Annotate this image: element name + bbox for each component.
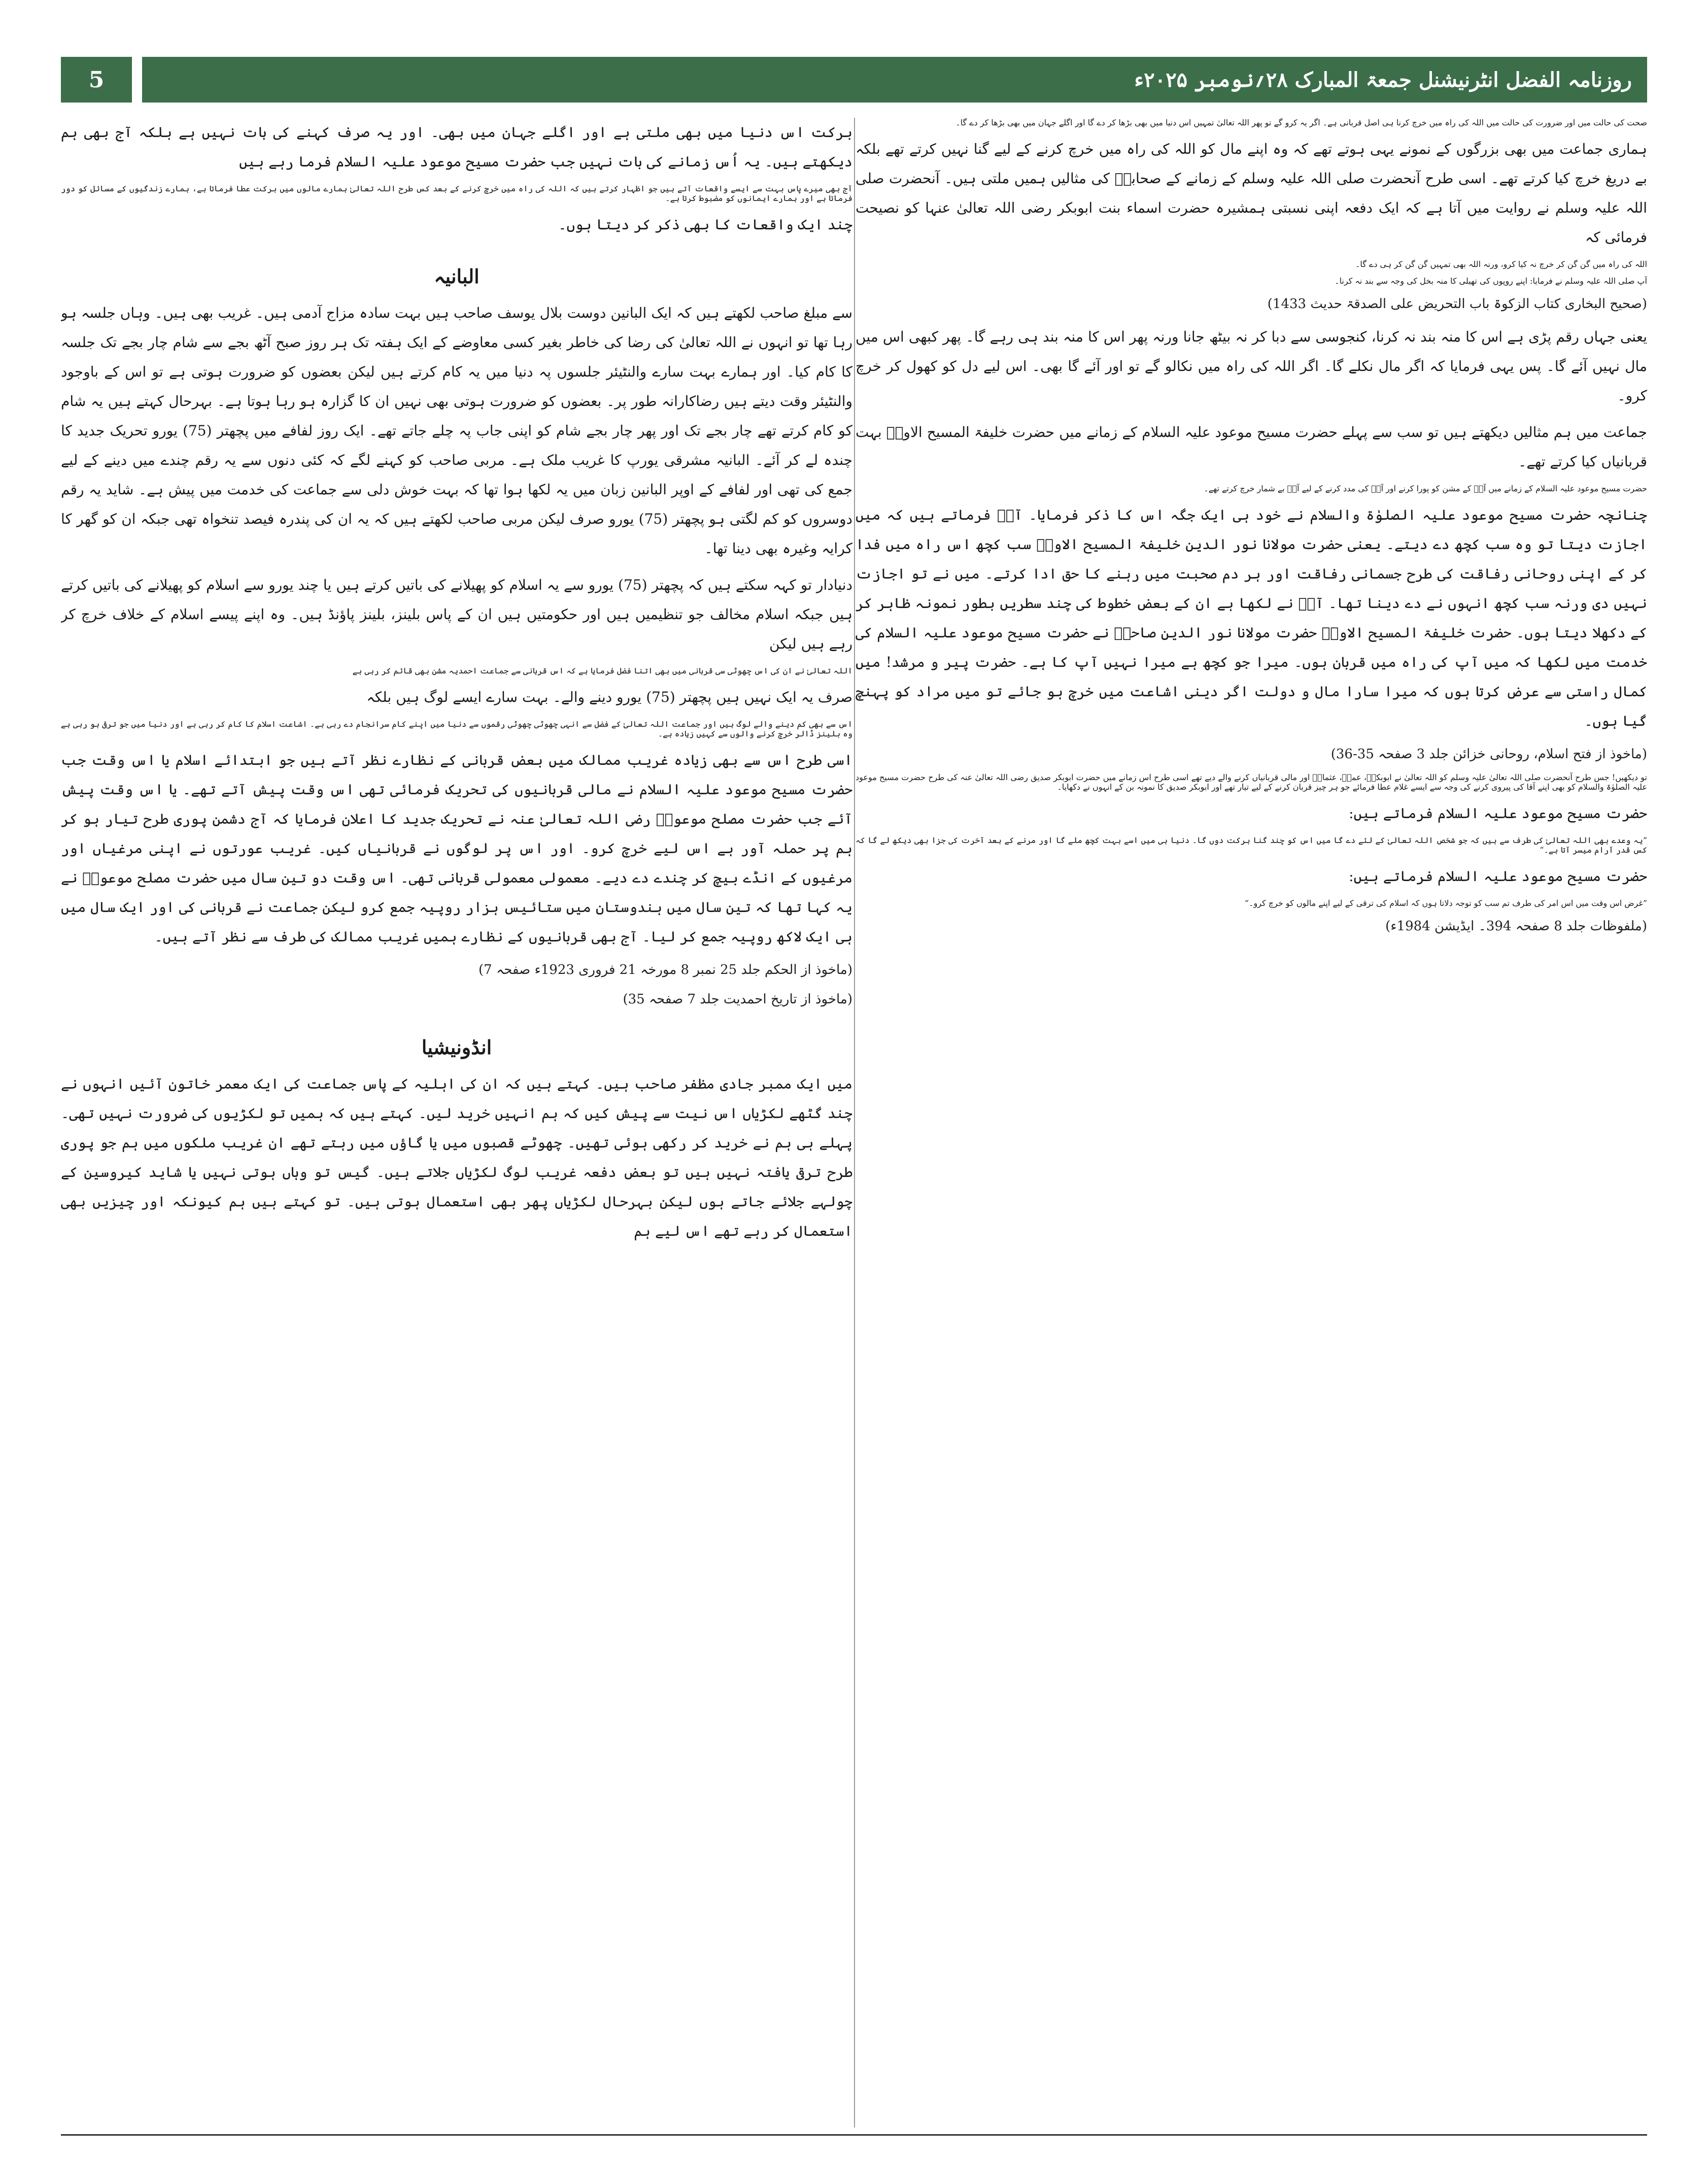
left-column-section-12: انڈونیشیا bbox=[421, 1036, 492, 1059]
left-column-body-5: دنیادار تو کہہ سکتے ہیں کہ پچھتر (75) یورو سے یہ اسلام کو پھیلانے کی باتیں کرتے ہیں یا چند یورو سے اسلام کو پھیلانے کی باتیں کرتے ہیں جبکہ اسلام مخالف جو تنظیمیں ہیں اور حکومتیں ہیں ان کے پاس بلینز، بلینز پاؤنڈ ہیں۔ وہ اپنے پیسے اسلام کے خلاف خرچ کر رہے ہیں لیکن bbox=[61, 577, 852, 652]
left-column-ref-11: (ماخوذ از تاریخ احمدیت جلد 7 صفحہ 35) bbox=[623, 992, 852, 1007]
left-column-body-4: سے مبلغ صاحب لکھتے ہیں کہ ایک البانین دوست بلال یوسف صاحب ہیں بہت سادہ مزاج آدمی ہیں۔ غریب بھی ہیں۔ وہاں جلسہ ہو رہا تھا تو انہوں نے اللہ تعالیٰ کی رضا کی خاطر بغیر کسی معاوضے کے ایک ہفتہ تک ہر روز صبح آٹھ بجے سے شام چار بجے تک جلسہ کا کام کیا۔ اور ہمارے بہت سارے والنٹیئر جلسوں پہ دنیا میں یہ کام کرتے ہیں لیکن بعضوں کو ضرورت ہوتی ہے تو اس کے باوجود والنٹیئر وقت دیتے ہیں رضاکارانہ طور پر۔ بعضوں کو ضرورت ہوتی بھی نہیں ان کا گزارہ ہو رہا ہوتا ہے۔ بہرحال کہتے ہیں یہ شام کو کام کرتے تھے چار بجے تک اور پھر چار بجے شام کو اپنی جاب پہ چلے جاتے تھے۔ ایک روز لفافے میں پچھتر (75) یورو تحریک جدید کا چندہ لے کر آئے۔ البانیہ مشرقی یورپ کا غریب ملک ہے۔ مربی صاحب کو کہنے لگے کہ کئی دنوں سے یہ رقم چندے میں دینے کے لیے جمع کی تھی اور لفافے کے اوپر البانین زبان میں یہ لکھا ہوا تھا کہ بہت خوش دلی سے جماعت کی خدمت میں پیش ہے۔ شاید یہ رقم دوسروں کو کم لگتی ہو پچھتر (75) یورو صرف لیکن مربی صاحب لکھتے ہیں کہ یہ ان کی پندرہ فیصد تنخواہ تھی جبکہ ان کو گھر کا کرایہ وغیرہ بھی دینا تھا۔ bbox=[61, 305, 852, 557]
right-column-ref-15: (ملفوظات جلد 8 صفحہ 394۔ ایڈیشن 1984ء) bbox=[1385, 919, 1647, 934]
left-column-heading-6: اللہ تعالیٰ نے ان کی اس چھوٹی سی قربانی میں بھی اتنا فضل فرمایا ہے کہ اس قربانی سے جماعت احمدیہ مشن بھی قائم کر رہی ہے bbox=[352, 666, 852, 676]
right-column-heading-0: صحت کی حالت میں اور ضرورت کی حالت میں اللہ کی راہ میں خرچ کرنا ہی اصل قربانی ہے۔ اگر یہ کرو گے تو پھر اللہ تعالیٰ تمہیں اس دنیا میں بھی بڑھا کر دے گا اور اگلے جہان میں بھی بڑھا کر دے گا۔ bbox=[955, 118, 1647, 127]
right-column-ref-4: (صحیح البخاری کتاب الزکوۃ باب التحریض علی الصدقۃ حدیث 1433) bbox=[1267, 296, 1647, 312]
left-column-heading-1: آج بھی میرے پاس بہت سے ایسے واقعات آتے ہیں جو اظہار کرتے ہیں کہ اللہ کی راہ میں خرچ کرنے کے بعد کس طرح اللہ تعالیٰ ہمارے مالوں میں برکت عطا فرماتا ہے، ہمارے زندگیوں کے مسائل کو دور فرماتا ہے اور ہمارے ایمانوں کو مضبوط کرتا ہے۔ bbox=[61, 184, 852, 203]
newspaper-title: روزنامہ الفضل انٹرنیشنل جمعۃ المبارک ۲۸؍نومبر ۲۰۲۵ء bbox=[142, 57, 1647, 103]
masthead-bar bbox=[61, 57, 1647, 103]
right-column-heading-2: اللہ کی راہ میں گن گن کر خرچ نہ کیا کرو، ورنہ اللہ بھی تمہیں گن گن کر ہی دے گا۔ bbox=[1355, 259, 1647, 269]
left-column-ref-10: (ماخوذ از الحکم جلد 25 نمبر 8 مورخہ 21 فروری 1923ء صفحہ 7) bbox=[479, 962, 852, 977]
right-column-heading-12: ”یہ وعدے بھی اللہ تعالیٰ کی طرف سے ہیں کہ جو شخص اللہ تعالیٰ کے لئے دے گا میں اس کو چند گنا برکت دوں گا۔ دنیا ہی میں اسے بہت کچھ ملے گا اور مرنے کے بعد آخرت کی جزا بھی دیکھ لے گا کہ کس قدر آرام میسر آتا ہے۔“ bbox=[856, 835, 1647, 855]
column-divider bbox=[854, 118, 855, 2128]
right-column-intro-13: حضرت مسیح موعود علیہ السلام فرماتے ہیں: bbox=[1349, 868, 1647, 885]
right-column-ref-9: (ماخوذ از فتح اسلام، روحانی خزائن جلد 3 صفحہ 35-36) bbox=[1330, 747, 1647, 762]
left-column-body-7: صرف یہ ایک نہیں ہیں پچھتر (75) یورو دینے والے۔ بہت سارے ایسے لوگ ہیں بلکہ bbox=[366, 689, 852, 705]
left-column-body-13: میں ایک ممبر جادی مظفر صاحب ہیں۔ کہتے ہیں کہ ان کی اہلیہ کے پاس جماعت کی ایک معمر خاتون آئیں انہوں نے چند گٹھے لکڑیاں اس نیت سے پیش کیں کہ ہم انہیں خرید لیں۔ کہتے ہیں کہ ہمیں تو لکڑیوں کی ضرورت نہیں تھی۔ پہلے ہی ہم نے خرید کر رکھی ہوئی تھیں۔ چھوٹے قصبوں میں یا گاؤں میں رہتے تھے ان غریب ملکوں میں ہم جو پوری طرح ترقی یافتہ نہیں ہیں تو بعض دفعہ غریب لوگ لکڑیاں جلاتے ہیں۔ گیس تو وہاں ہوتی نہیں یا شاید کیروسین کے چولہے جلائے جاتے ہوں لیکن بہرحال لکڑیاں پھر بھی استعمال ہوتی ہیں۔ تو کہتے ہیں ہم کیونکہ اور چیزیں بھی استعمال کر رہے تھے اس لیے ہم bbox=[61, 1075, 852, 1239]
left-column-body-9: اسی طرح اس سے بھی زیادہ غریب ممالک میں بعض قربانی کے نظارے نظر آتے ہیں جو ابتدائے اسلام یا اس وقت جب حضرت مسیح موعود علیہ السلام نے مالی قربانیوں کی تحریک فرمائی تھی اس وقت پیش آتے تھے۔ یا اس وقت پیش آئے جب حضرت مصلح موعودؓ رضی اللہ تعالیٰ عنہ نے تحریک جدید کا اعلان فرمایا کہ آج دشمن پوری طرح تیار ہو کر ہم پر حملہ آور ہے اس لیے خرچ کرو۔ اور اس پر لوگوں نے قربانیاں کیں۔ غریب عورتوں نے اپنی مرغیاں اور مرغیوں کے انڈے بیچ کر چندے دے دیے۔ معمولی معمولی قربانی تھی۔ اس وقت دو تین سال میں حضرت مصلح موعودؓ نے یہ کہا تھا کہ تین سال میں ہندوستان میں ستائیس ہزار روپیہ جمع کرو لیکن جماعت نے قربانی کی اور ایک سال میں ہی ایک لاکھ روپیہ جمع کر لیا۔ آج بھی قربانیوں کے نظارے ہمیں غریب ممالک کی طرف سے نظر آتے ہیں۔ bbox=[61, 752, 852, 945]
right-column-body-6: جماعت میں ہم مثالیں دیکھتے ہیں تو سب سے پہلے حضرت مسیح موعود علیہ السلام کے زمانے میں حضرت خلیفۃ المسیح الاولؓ بہت قربانیاں کیا کرتے تھے۔ bbox=[856, 424, 1647, 470]
left-column-section-3: البانیہ bbox=[434, 265, 480, 288]
right-column-body-8: چنانچہ حضرت مسیح موعود علیہ الصلوٰۃ والسلام نے خود ہی ایک جگہ اس کا ذکر فرمایا۔ آپؑ فرماتے ہیں کہ میں اجازت دیتا تو وہ سب کچھ دے دیتے۔ یعنی حضرت مولانا نور الدین خلیفۃ المسیح الاولؓ سب کچھ اس راہ میں فدا کر کے اپنی روحانی رفاقت کی طرح جسمانی رفاقت اور ہر دم صحبت میں رہنے کا حق ادا کرتے۔ میں نے تو اجازت نہیں دی ورنہ سب کچھ انہوں نے دے دینا تھا۔ آپؑ نے لکھا ہے ان کے بعض خطوط کی چند سطریں بطور نمونہ ظاہر کر کے دکھلا دیتا ہوں۔ حضرت خلیفۃ المسیح الاولؓ حضرت مولانا نور الدین صاحبؓ نے حضرت مسیح موعود علیہ السلام کی خدمت میں لکھا کہ میں آپ کی راہ میں قربان ہوں۔ میرا جو کچھ ہے میرا نہیں آپ کا ہے۔ حضرت پیر و مرشد! میں کمال راستی سے عرض کرتا ہوں کہ میرا سارا مال و دولت اگر دینی اشاعت میں خرچ ہو جائے تو میں مراد کو پہنچ گیا ہوں۔ bbox=[856, 507, 1647, 729]
right-column-intro-11: حضرت مسیح موعود علیہ السلام فرماتے ہیں: bbox=[1349, 805, 1647, 822]
right-column-heading-7: حضرت مسیح موعود علیہ السلام کے زمانے میں آپؑ کے مشن کو پورا کرنے اور آپؑ کی مدد کرنے کے لیے آپؓ بے شمار خرچ کرتے تھے۔ bbox=[1204, 484, 1647, 493]
left-column-heading-8: اس سے بھی کم دینے والے لوگ ہیں اور جماعت اللہ تعالیٰ کے فضل سے انہی چھوٹی چھوٹی رقموں سے دنیا میں اپنے کام سرانجام دے رہی ہے۔ اشاعت اسلام کا کام کر رہی ہے اور دنیا میں جو ترقی ہو رہی ہے وہ بلینز ڈالر خرچ کرنے والوں سے کہیں زیادہ ہے۔ bbox=[61, 719, 852, 738]
left-column-body-0: برکت اس دنیا میں بھی ملتی ہے اور اگلے جہان میں بھی۔ اور یہ صرف کہنے کی بات نہیں ہے بلکہ آج بھی ہم دیکھتے ہیں۔ یہ اُس زمانے کی بات نہیں جب حضرت مسیح موعود علیہ السلام فرما رہے ہیں bbox=[61, 124, 852, 170]
page-number: 5 bbox=[61, 57, 132, 103]
left-column-body-2: چند ایک واقعات کا بھی ذکر کر دیتا ہوں۔ bbox=[558, 216, 852, 233]
right-column-body-1: ہماری جماعت میں بھی بزرگوں کے نمونے یہی ہوتے تھے کہ وہ اپنے مال کو اللہ کی راہ میں خرچ کرنے کے لیے گنا نہیں کرتے تھے بلکہ بے دریغ خرچ کیا کرتے تھے۔ اسی طرح آنحضرت صلی اللہ علیہ وسلم کے زمانے کے صحابہؓ کی مثالیں ہمیں ملتی ہیں۔ آنحضرت صلی اللہ علیہ وسلم نے روایت میں آتا ہے کہ ایک دفعہ اپنی نسبتی ہمشیرہ حضرت اسماء بنت ابوبکر رضی اللہ تعالیٰ عنہا کو نصیحت فرمائی کہ bbox=[856, 141, 1647, 246]
right-column-heading-10: تو دیکھیں! جس طرح آنحضرت صلی اللہ تعالیٰ علیہ وسلم کو اللہ تعالیٰ نے ابوبکرؓ، عمرؓ، عثمانؓ اور مالی قربانیاں کرنے والے دیے تھے اسی طرح اس زمانے میں حضرت ابوبکر صدیق رضی اللہ تعالیٰ عنہ کی طرح حضرت مسیح موعود علیہ الصلوٰۃ والسلام کو بھی اپنے آقا کی پیروی کرنے کی وجہ سے ایسے غلام عطا فرمائے جو ہر چیز قربان کرنے کے لیے تیار تھے اور ابوبکر صدیق کا نمونہ بن کے انہوں نے دکھایا۔ bbox=[856, 772, 1647, 792]
right-column-heading-14: ”غرض اس وقت میں اس امر کی طرف تم سب کو توجہ دلاتا ہوں کہ اسلام کی ترقی کے لیے اپنے مالوں کو خرچ کرو۔“ bbox=[1244, 898, 1647, 908]
left-column bbox=[61, 118, 852, 2128]
right-column-body-5: یعنی جہاں رقم پڑی ہے اس کا منہ بند نہ کرنا، کنجوسی سے دبا کر نہ بیٹھ جانا ورنہ پھر اس کا منہ بند ہی رہے گا۔ پھر کبھی اس میں مال نہیں آئے گا۔ پس یہی فرمایا کہ اگر مال نکلے گا۔ اگر اللہ کی راہ میں نکالو گے تو اور آئے گا بھی۔ اس لیے دل کو کھول کر خرچ کرو۔ bbox=[856, 328, 1647, 404]
bottom-rule bbox=[61, 2134, 1647, 2136]
right-column bbox=[856, 118, 1647, 2046]
right-column-heading-3: آپ صلی اللہ علیہ وسلم نے فرمایا: اپنے روپوں کی تھیلی کا منہ بخل کی وجہ سے بند نہ کرنا۔ bbox=[1335, 276, 1647, 286]
